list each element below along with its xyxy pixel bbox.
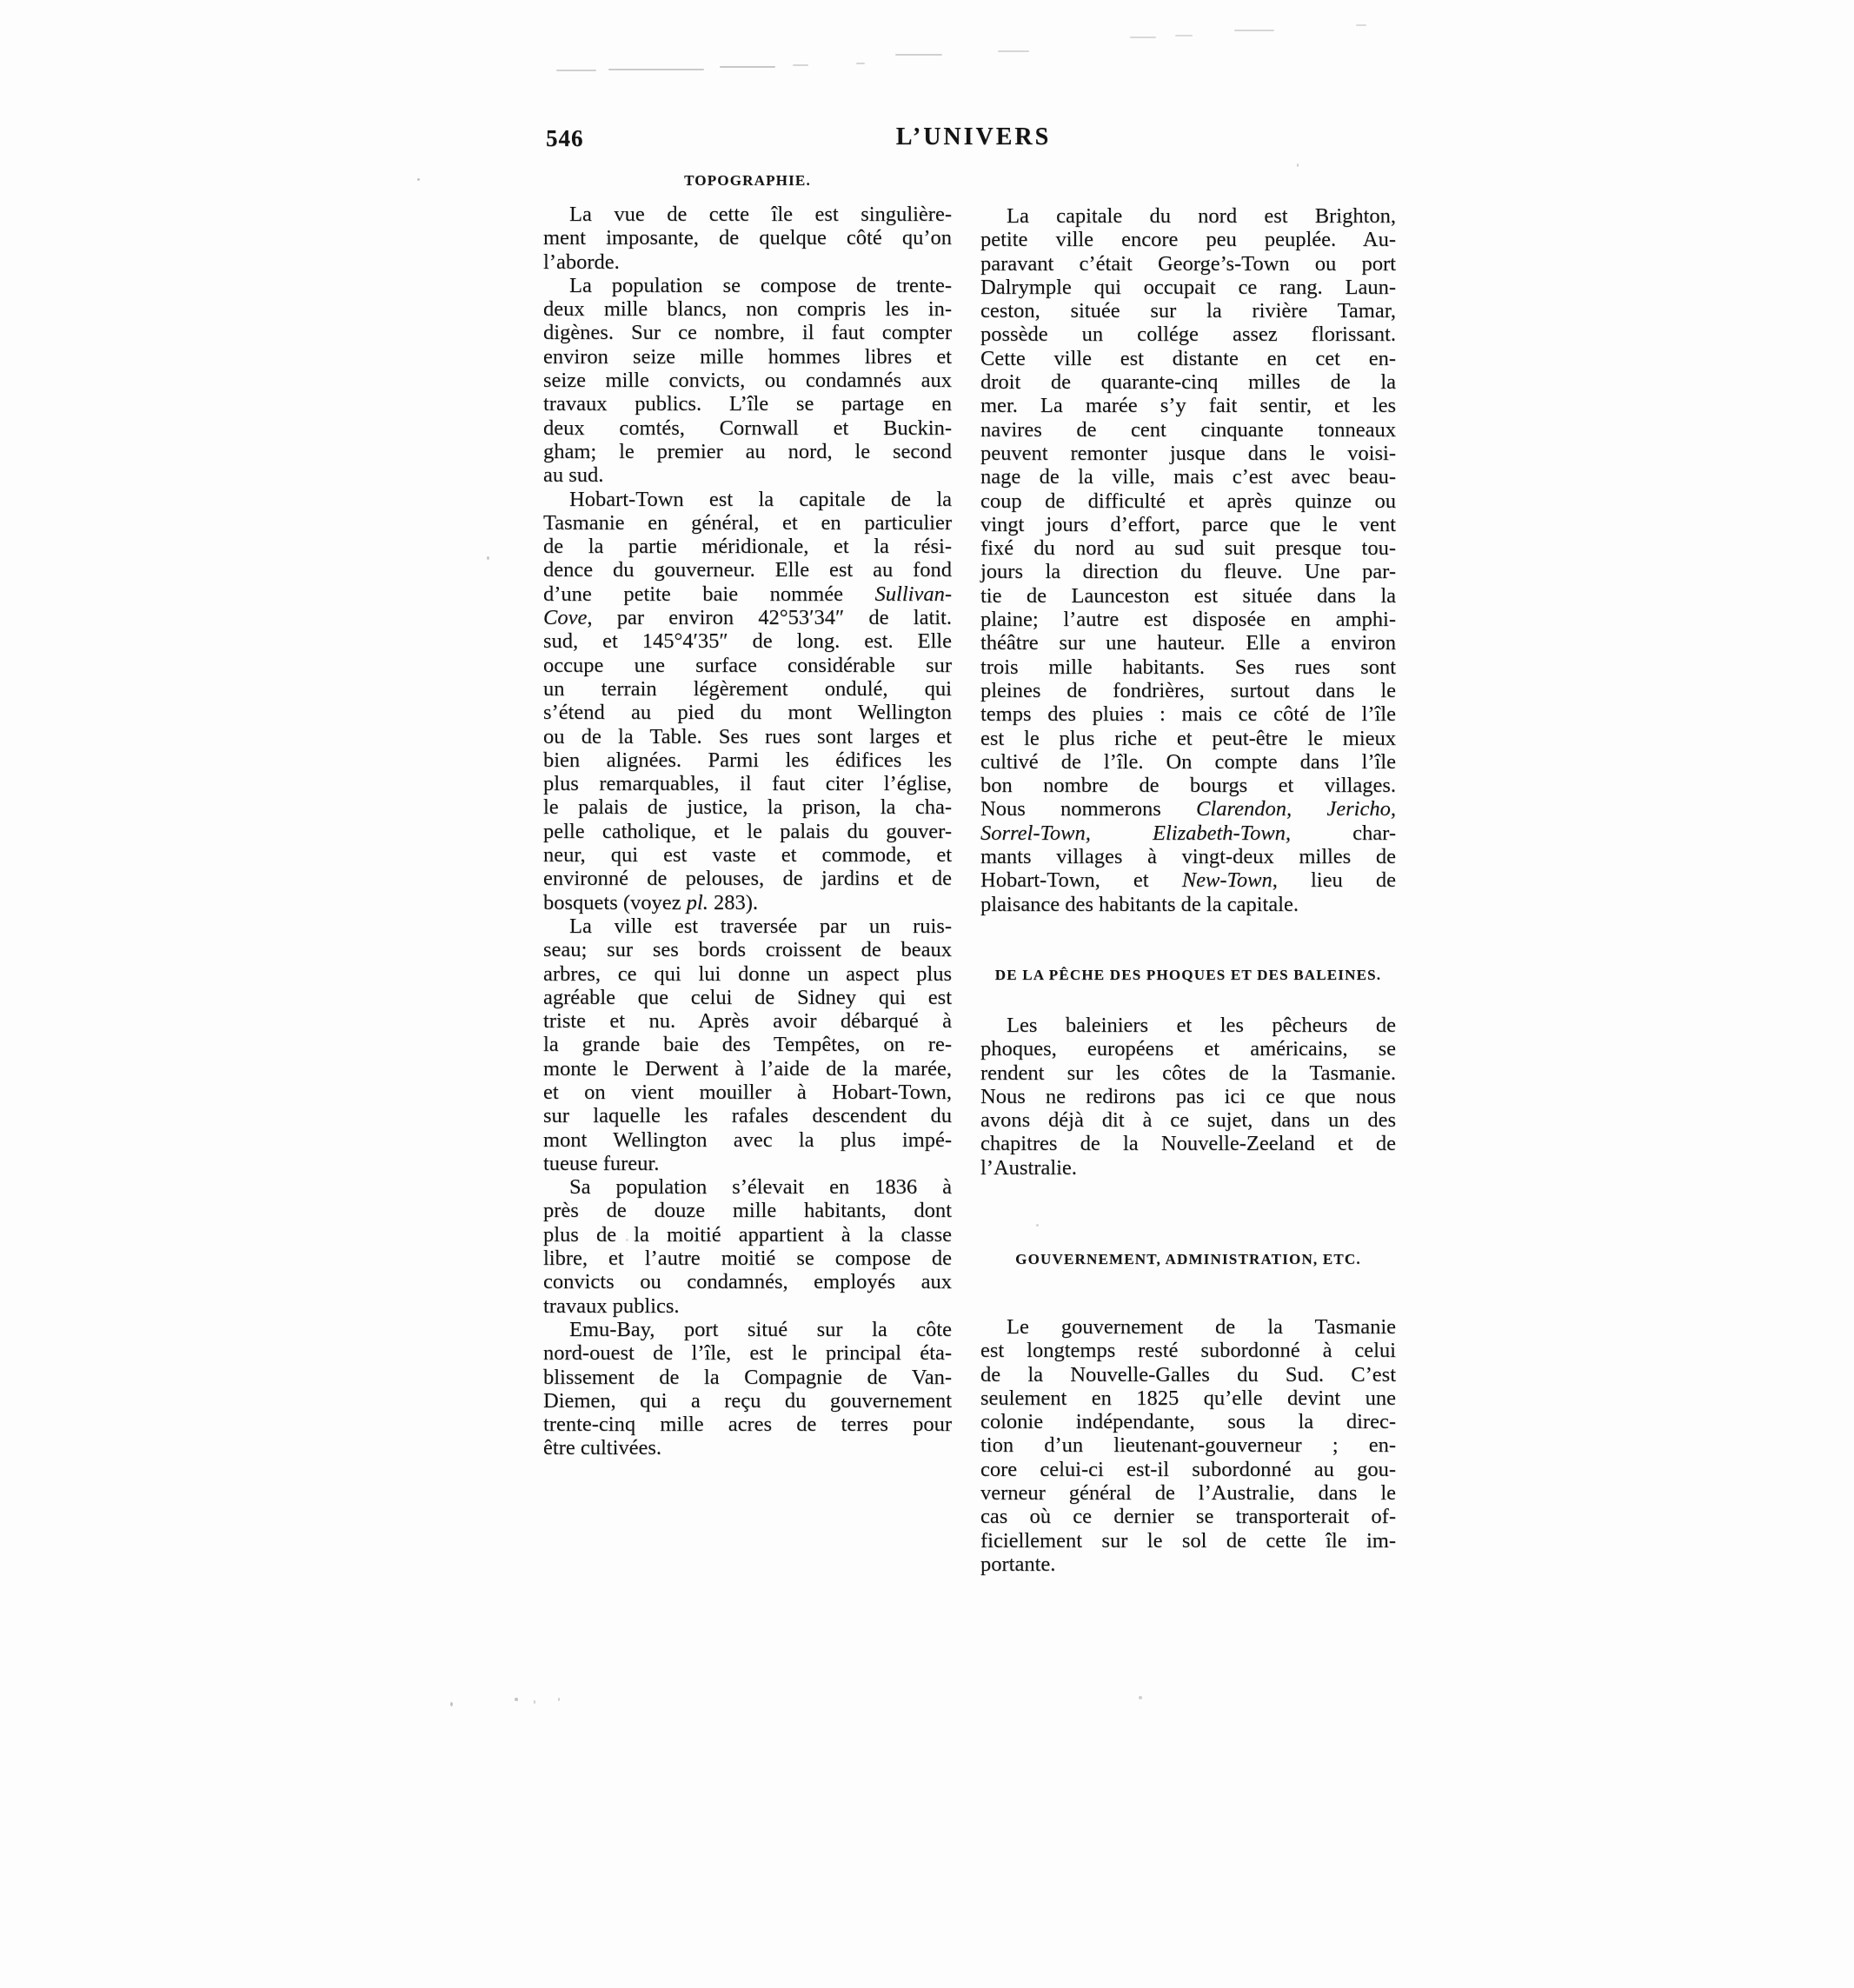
paragraph — [543, 488, 952, 914]
text-line: agréable que celui de Sidney qui est — [543, 985, 952, 1009]
text-line: sur laquelle les rafales descendent du — [543, 1104, 952, 1128]
text-line: Sorrel-Town, Elizabeth-Town, char- — [980, 821, 1396, 845]
text-line: théâtre sur une hauteur. Elle a environ — [980, 631, 1396, 655]
text-line: trois mille habitants. Ses rues sont — [980, 655, 1396, 679]
text-line: triste et nu. Après avoir débarqué à — [543, 1009, 952, 1034]
text-line: environ seize mille hommes libres et — [543, 344, 952, 369]
text-line: occupe une surface considérable sur — [543, 653, 952, 677]
text-line: au sud. — [543, 463, 604, 488]
text-line: de la partie méridionale, et la rési- — [543, 535, 952, 559]
text-line: monte le Derwent à l’aide de la marée, — [543, 1056, 952, 1080]
text-line: chapitres de la Nouvelle-Zeeland et de — [980, 1132, 1396, 1156]
text-line: fixé du nord au sud suit presque tou- — [980, 536, 1396, 561]
text-line: pelle catholique, et le palais du gouver- — [543, 819, 952, 843]
text-line: verneur général de l’Australie, dans le — [980, 1481, 1396, 1506]
text-line: tion d’un lieutenant-gouverneur ; en- — [980, 1433, 1396, 1458]
text-line: La population se compose de trente- — [569, 273, 952, 297]
text-line: cultivé de l’île. On compte dans l’île — [980, 749, 1396, 774]
text-line: Cette ville est distante en cet en- — [980, 346, 1396, 370]
paragraph — [543, 914, 952, 1175]
text-line: peuvent remonter jusque dans le voisi- — [980, 441, 1396, 465]
text-line: temps des pluies : mais ce côté de l’île — [980, 702, 1396, 727]
text-line: Sa population s’élevait en 1836 à — [569, 1175, 952, 1200]
text-line: Le gouvernement de la Tasmanie — [1007, 1314, 1396, 1339]
text-line: phoques, européens et américains, se — [980, 1037, 1396, 1061]
text-line: de la Nouvelle-Galles du Sud. C’est — [980, 1362, 1396, 1386]
text-line: mont Wellington avec la plus impé- — [543, 1127, 952, 1152]
text-line: est longtemps resté subordonné à celui — [980, 1339, 1396, 1363]
text-line: La ville est traversée par un ruis- — [569, 914, 952, 938]
text-line: arbres, ce qui lui donne un aspect plus — [543, 961, 952, 986]
text-line: libre, et l’autre moitié se compose de — [543, 1247, 952, 1271]
text-line: est le plus riche et peut-être le mieux — [980, 726, 1396, 750]
text-line: s’étend au pied du mont Wellington — [543, 701, 952, 725]
text-line: blissement de la Compagnie de Van- — [543, 1365, 952, 1389]
text-line: paravant c’était George’s-Town ou port — [980, 251, 1396, 276]
text-line: nage de la ville, mais c’est avec beau- — [980, 465, 1396, 489]
paragraph — [543, 1318, 952, 1460]
text-line: possède un collége assez florissant. — [980, 322, 1396, 347]
text-line: d’une petite baie nommée Sullivan- — [543, 582, 952, 606]
text-line: Nous nommerons Clarendon, Jericho, — [980, 797, 1396, 821]
paragraph — [543, 203, 952, 274]
text-line: mants villages à vingt-deux milles de — [980, 845, 1396, 869]
text-line: Hobart-Town est la capitale de la — [569, 487, 952, 511]
text-line: environné de pelouses, de jardins et de — [543, 867, 952, 891]
text-line: deux mille blancs, non compris les in- — [543, 297, 952, 322]
text-line: un terrain légèrement ondulé, qui — [543, 676, 952, 701]
text-line: dence du gouverneur. Elle est au fond — [543, 558, 952, 582]
text-line: Tasmanie en général, et en particulier — [543, 510, 952, 535]
text-line: digènes. Sur ce nombre, il faut compter — [543, 321, 952, 345]
text-line: ceston, située sur la rivière Tamar, — [980, 299, 1396, 323]
text-line: Diemen, qui a reçu du gouvernement — [543, 1388, 952, 1413]
text-line: plus de la moitié appartient à la classe — [543, 1222, 952, 1247]
text-line: l’aborde. — [543, 249, 620, 274]
text-line: près de douze mille habitants, dont — [543, 1199, 952, 1223]
text-line: Nous ne redirons pas ici ce que nous — [980, 1084, 1396, 1108]
text-line: seau; sur ses bords croissent de beaux — [543, 938, 952, 962]
text-line: plaine; l’autre est disposée en amphi- — [980, 608, 1396, 632]
text-line: convicts ou condamnés, employés aux — [543, 1270, 952, 1294]
paragraph — [543, 274, 952, 488]
text-line: travaux publics. — [543, 1293, 680, 1318]
text-line: seulement en 1825 qu’elle devint une — [980, 1386, 1396, 1410]
text-line: être cultivées. — [543, 1436, 662, 1460]
paragraph — [980, 1315, 1396, 1576]
text-line: plaisance des habitants de la capitale. — [980, 892, 1299, 916]
text-line: ment imposante, de quelque côté qu’on — [543, 226, 952, 250]
left-text-column — [543, 170, 952, 1460]
paragraph — [980, 1014, 1396, 1180]
running-title: L’UNIVERS — [895, 123, 1052, 150]
text-line: mer. La marée s’y fait sentir, et les — [980, 394, 1396, 418]
text-line: petite ville encore peu peuplée. Au- — [980, 228, 1396, 252]
text-line: portante. — [980, 1552, 1056, 1576]
text-line: bosquets (voyez pl. 283). — [543, 890, 759, 914]
text-line: rendent sur les côtes de la Tasmanie. — [980, 1060, 1396, 1085]
text-line: et on vient mouiller à Hobart-Town, — [543, 1080, 952, 1104]
right-text-column — [980, 204, 1396, 1576]
text-line: tueuse fureur. — [543, 1151, 660, 1175]
text-line: navires de cent cinquante tonneaux — [980, 417, 1396, 442]
text-line: travaux publics. L’île se partage en — [543, 392, 952, 416]
section-heading: GOUVERNEMENT, ADMINISTRATION, ETC. — [1015, 1250, 1361, 1267]
text-line: seize mille convicts, ou condamnés aux — [543, 369, 952, 393]
text-line: vingt jours d’effort, parce que le vent — [980, 512, 1396, 536]
text-line: nord-ouest de l’île, est le principal éta- — [543, 1341, 952, 1366]
text-line: Dalrymple qui occupait ce rang. Laun- — [980, 275, 1396, 299]
text-line: colonie indépendante, sous la direc- — [980, 1410, 1396, 1434]
page-number: 546 — [546, 125, 584, 151]
text-line: trente-cinq mille acres de terres pour — [543, 1413, 952, 1437]
section-heading: TOPOGRAPHIE. — [684, 172, 811, 189]
text-line: cas où ce dernier se transporterait of- — [980, 1505, 1396, 1529]
text-line: ou de la Table. Ses rues sont larges et — [543, 724, 952, 748]
text-line: core celui-ci est-il subordonné au gou- — [980, 1457, 1396, 1481]
text-line: bon nombre de bourgs et villages. — [980, 774, 1396, 798]
text-line: le palais de justice, la prison, la cha- — [543, 795, 952, 820]
text-line: Emu-Bay, port situé sur la côte — [569, 1317, 952, 1341]
text-line: gham; le premier au nord, le second — [543, 439, 952, 463]
text-line: La vue de cette île est singulière- — [569, 203, 952, 226]
text-line: Cove, par environ 42°53′34″ de latit. — [543, 606, 952, 630]
text-line: pleines de fondrières, surtout dans le — [980, 678, 1396, 702]
text-line: Hobart-Town, et New-Town, lieu de — [980, 868, 1396, 893]
text-line: ficiellement sur le sol de cette île im- — [980, 1528, 1396, 1553]
text-line: droit de quarante-cinq milles de la — [980, 370, 1396, 395]
text-line: sud, et 145°4′35″ de long. est. Elle — [543, 629, 952, 654]
text-line: plus remarquables, il faut citer l’église, — [543, 772, 952, 796]
text-line: avons déjà dit à ce sujet, dans un des — [980, 1108, 1396, 1133]
text-line: jours la direction du fleuve. Une par- — [980, 560, 1396, 584]
text-line: l’Australie. — [980, 1155, 1077, 1180]
text-line: deux comtés, Cornwall et Buckin- — [543, 416, 952, 440]
text-line: tie de Launceston est située dans la — [980, 583, 1396, 608]
text-line: coup de difficulté et après quinze ou — [980, 489, 1396, 513]
text-line: bien alignées. Parmi les édifices les — [543, 748, 952, 772]
section-heading: DE LA PÊCHE DES PHOQUES ET DES BALEINES. — [994, 966, 1382, 983]
paragraph — [980, 204, 1396, 916]
text-line: la grande baie des Tempêtes, on re- — [543, 1033, 952, 1057]
text-line: La capitale du nord est Brighton, — [1007, 204, 1396, 228]
paragraph — [543, 1175, 952, 1318]
text-line: Les baleiniers et les pêcheurs de — [1007, 1013, 1396, 1037]
text-line: neur, qui est vaste et commode, et — [543, 843, 952, 868]
